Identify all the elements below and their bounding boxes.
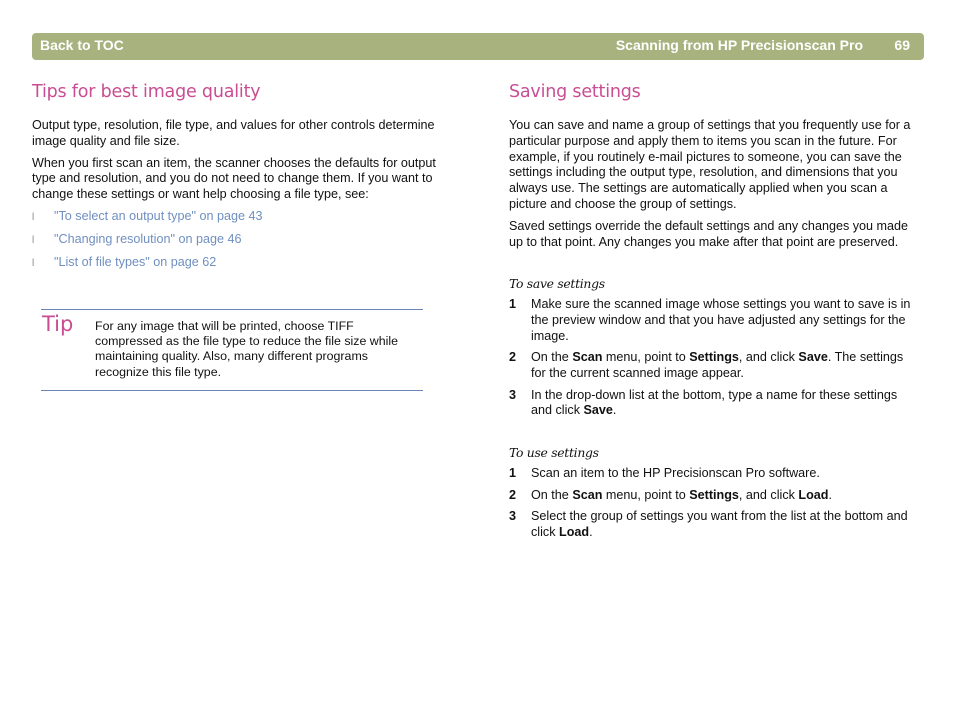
step-text: On the — [531, 350, 573, 365]
step-number: 1 — [509, 466, 517, 481]
scan-menu-term: Scan — [572, 487, 603, 502]
tips-paragraph-2: When you first scan an item, the scanner chooses the defaults for output type and resolution, and you do not need to change them. If you want to change these settings or want help choosing a file type, see: — [32, 155, 436, 202]
step-text: On the — [531, 487, 573, 502]
save-step — [509, 350, 921, 382]
step-text: . — [828, 487, 833, 502]
use-settings-heading: To use settings — [509, 445, 599, 461]
step-number: 3 — [509, 387, 517, 402]
back-to-toc-link[interactable]: Back to TOC — [40, 37, 124, 53]
header-bar — [32, 33, 924, 60]
left-column — [32, 80, 442, 278]
tips-heading: Tips for best image quality — [32, 82, 261, 102]
save-settings-heading: To save settings — [509, 276, 605, 292]
bullet-icon: l — [32, 211, 35, 223]
tip-label: Tip — [42, 312, 74, 336]
scan-menu-term: Scan — [572, 350, 603, 365]
tips-paragraph-1: Output type, resolution, file type, and values for other controls determine image quality and file size. — [32, 118, 435, 148]
save-step — [509, 297, 921, 344]
bullet-icon: l — [32, 235, 35, 247]
step-text: . — [589, 524, 593, 539]
page-number: 69 — [894, 37, 910, 53]
load-term: Load — [559, 524, 590, 539]
list-item — [32, 232, 442, 248]
saving-paragraph-2: Saved settings override the default settings and any changes you made up to that point. Any changes you make after that point are preserved. — [509, 218, 909, 249]
step-text: menu, point to — [602, 350, 690, 365]
step-text: In the drop-down list at the bottom, type a name for these settings and click — [531, 387, 898, 418]
save-term: Save — [583, 403, 613, 418]
link-changing-resolution[interactable]: "Changing resolution" on page 46 — [54, 232, 242, 247]
step-text: Make sure the scanned image whose settings you want to save is in the preview window and that you have adjusted any settings for the image. — [531, 297, 911, 343]
bullet-icon: l — [32, 258, 35, 270]
step-number: 1 — [509, 297, 517, 312]
step-text: menu, point to — [602, 487, 690, 502]
saving-paragraph-1: You can save and name a group of settings that you frequently use for a particular purpose and apply them to items you scan in the future. For example, if you routinely e-mail pictures to someone, you can save the settings including the output type, resolution, and dimensions that you always use. The settings are automatically applied when you scan a picture and choose the group of settings. — [509, 118, 911, 211]
step-text: Scan an item to the HP Precisionscan Pro software. — [531, 466, 820, 481]
load-term: Load — [798, 487, 829, 502]
list-item — [32, 255, 442, 271]
save-step — [509, 388, 921, 420]
step-text: , and click — [738, 487, 799, 502]
link-list — [32, 209, 442, 271]
settings-term: Settings — [689, 350, 739, 365]
use-step — [509, 488, 921, 504]
use-step — [509, 466, 921, 482]
link-output-type[interactable]: "To select an output type" on page 43 — [54, 208, 263, 223]
list-item — [32, 209, 442, 225]
link-file-types[interactable]: "List of file types" on page 62 — [54, 255, 217, 270]
use-step — [509, 509, 921, 541]
step-text: . The settings for the current scanned image appear. — [531, 350, 904, 381]
settings-term: Settings — [689, 487, 739, 502]
saving-heading: Saving settings — [509, 82, 641, 102]
tip-box — [41, 309, 423, 391]
save-term: Save — [798, 350, 828, 365]
step-text: Select the group of settings you want from the list at the bottom and click — [531, 508, 908, 539]
tip-text: For any image that will be printed, choose TIFF compressed as the file type to reduce the file size while maintaining quality. Also, many different programs recognize this file type. — [95, 319, 399, 379]
step-number: 3 — [509, 508, 517, 523]
section-title: Scanning from HP Precisionscan Pro — [615, 37, 863, 53]
step-text: . — [612, 403, 617, 418]
step-number: 2 — [509, 350, 517, 365]
right-column — [509, 80, 921, 546]
step-number: 2 — [509, 487, 517, 502]
step-text: , and click — [738, 350, 799, 365]
